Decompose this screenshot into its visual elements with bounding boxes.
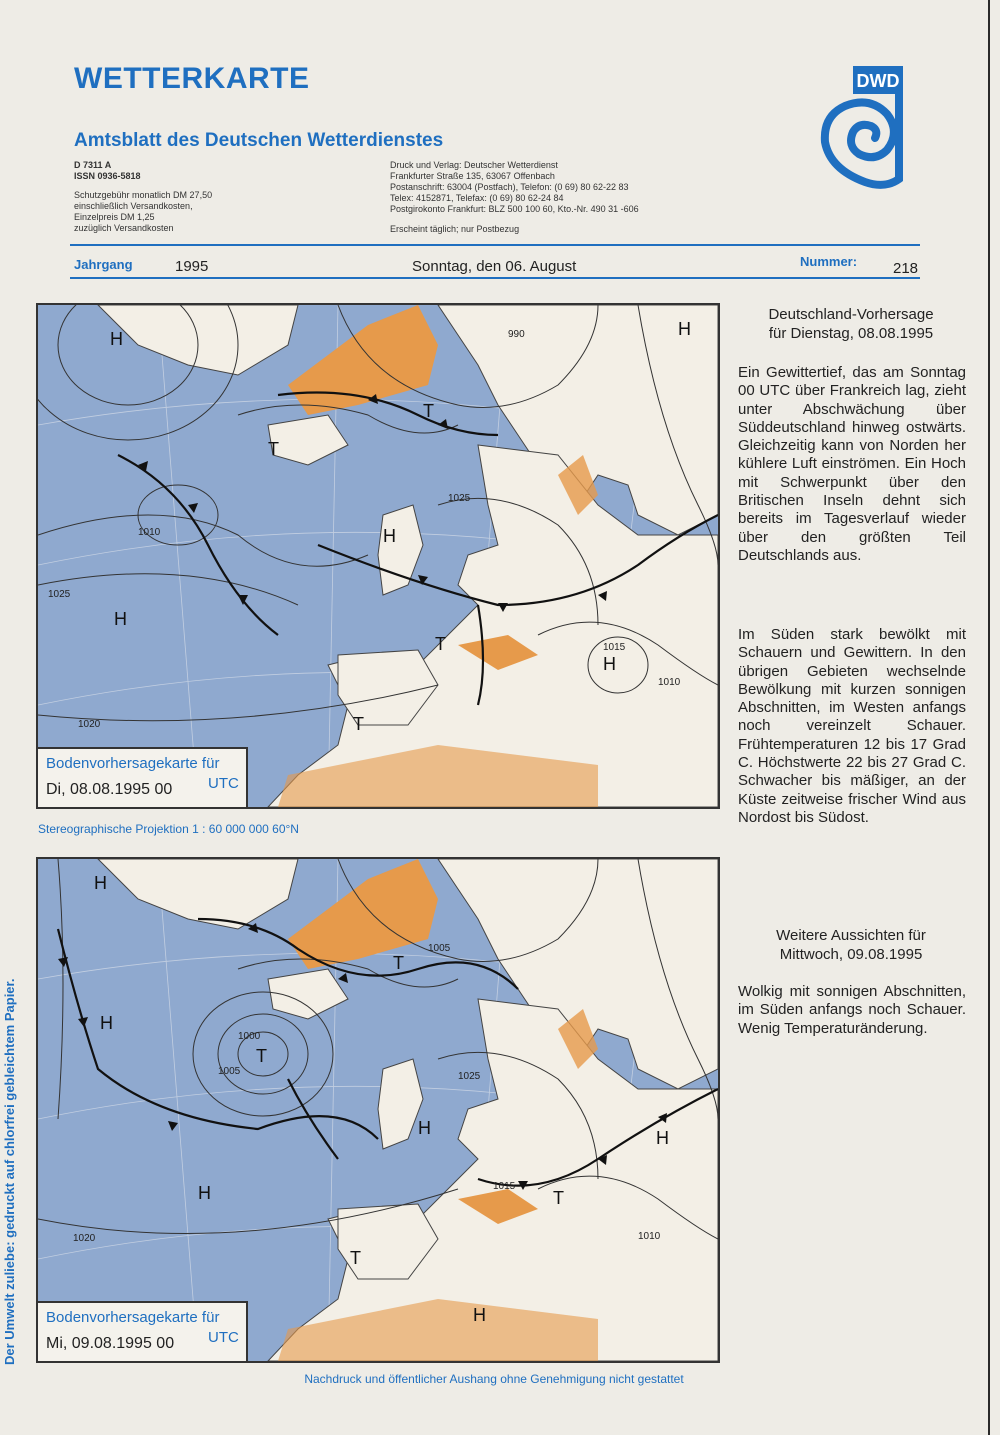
- isobar-label: 1025: [448, 493, 471, 504]
- isobar-label: 1005: [428, 943, 451, 954]
- publication-note: Erscheint täglich; nur Postbezug: [390, 224, 520, 234]
- fee-line: Schutzgebühr monatlich DM 27,50: [74, 190, 213, 200]
- map-caption: [38, 1301, 248, 1361]
- map-drawing: [38, 305, 718, 807]
- pressure-symbol: T: [393, 953, 404, 973]
- pressure-symbol: T: [353, 714, 364, 734]
- landmass-uk: [378, 1059, 423, 1149]
- fee-line: Einzelpreis DM 1,25: [74, 212, 155, 222]
- highland-greenland: [288, 859, 438, 969]
- map-caption-title: Bodenvorhersagekarte für: [46, 1309, 220, 1326]
- fee-line: einschließlich Versandkosten,: [74, 201, 193, 211]
- forecast-paragraph: Im Süden stark bewölkt mit Schauern und Gewittern. In den übrigen Gebieten wechselnde Bewölkung mit kurzen sonnigen Abschnitten, im Westen anfangs noch vereinzelt Schauer. Frühtemperaturen 12 bis 17 Grad C. Höchstwerte 22 bis 27 Grad C. Schwacher bis mäßiger, an der Küste zeitweise frischer Wind aus Nordost bis Südost.: [738, 626, 966, 826]
- year-value: 1995: [175, 258, 209, 275]
- map-caption-title: Bodenvorhersagekarte für: [46, 755, 220, 772]
- isobar-label: 1020: [73, 1233, 96, 1244]
- map-drawing: [38, 859, 718, 1361]
- isobar-label: 1010: [658, 677, 681, 688]
- isobar-label: 1015: [603, 642, 626, 653]
- publisher-line: Telex: 4152871, Telefax: (0 69) 80 62-24 84: [390, 193, 564, 203]
- isobar-label: 1025: [48, 589, 71, 600]
- pressure-symbol: H: [100, 1013, 113, 1033]
- isobar-label: 1000: [238, 1031, 261, 1042]
- outlook-paragraph: Wolkig mit sonnigen Abschnitten, im Süden anfangs noch Schauer. Wenig Temperaturänderung.: [738, 983, 966, 1037]
- outlook-heading-line: Weitere Aussichten für: [776, 927, 926, 944]
- page-edge-line: [988, 0, 990, 1435]
- outlook-heading: [738, 926, 964, 964]
- map-caption: [38, 747, 248, 807]
- issn-code: ISSN 0936-5818: [74, 171, 141, 181]
- isobar-label: 1025: [458, 1071, 481, 1082]
- logo-text: DWD: [856, 71, 900, 91]
- forecast-map-wednesday: [36, 857, 720, 1363]
- forecast-heading-line: Deutschland-Vorhersage: [768, 306, 934, 323]
- pressure-symbol: T: [350, 1248, 361, 1268]
- isobar-label: 1010: [138, 527, 161, 538]
- isobar-label: 1020: [78, 719, 101, 730]
- publisher-line: Postgirokonto Frankfurt: BLZ 500 100 60, Kto.-Nr. 490 31 -606: [390, 204, 639, 214]
- pressure-symbol: H: [94, 873, 107, 893]
- publisher-line: Druck und Verlag: Deutscher Wetterdienst: [390, 160, 558, 170]
- pressure-symbol: H: [198, 1183, 211, 1203]
- pressure-symbol: T: [423, 401, 434, 421]
- pressure-symbol: H: [678, 319, 691, 339]
- pressure-symbol: T: [256, 1046, 267, 1066]
- isobar-label: 1015: [493, 1181, 516, 1192]
- forecast-map-tuesday: [36, 303, 720, 809]
- front-line: [118, 455, 278, 635]
- projection-note: Stereographische Projektion 1 : 60 000 000 60°N: [38, 822, 299, 836]
- isobar-label: 1005: [218, 1066, 241, 1077]
- outlook-heading-line: Mittwoch, 09.08.1995: [779, 946, 923, 963]
- issue-number: 218: [893, 260, 919, 277]
- map-caption-unit: UTC: [208, 1329, 239, 1346]
- fee-line: zuzüglich Versandkosten: [74, 223, 174, 233]
- forecast-paragraph: Ein Gewittertief, das am Sonntag 00 UTC über Frankreich lag, zieht unter Abschwächung über Süddeutschland hinweg ostwärts. Gleichzeitig kann von Norden her kühlere Luft einströmen. Ein Hoch mit Schwerpunkt über den Britischen Inseln dehnt sich bereits im Tagesverlauf wieder über den größten Teil Deutschlands aus.: [738, 364, 966, 564]
- page-title: WETTERKARTE: [74, 62, 310, 95]
- number-label: Nummer:: [800, 254, 858, 269]
- forecast-heading: [738, 305, 964, 343]
- map-caption-unit: UTC: [208, 775, 239, 792]
- isobar-label: 990: [508, 329, 525, 340]
- pressure-symbol: T: [435, 634, 446, 654]
- pressure-symbol: H: [418, 1118, 431, 1138]
- publisher-info: [390, 160, 720, 235]
- dwd-logo: [815, 64, 925, 194]
- publication-codes: [74, 160, 324, 234]
- publication-code: D 7311 A: [74, 160, 112, 170]
- pressure-symbol: H: [473, 1305, 486, 1325]
- header-divider-top: [70, 244, 920, 246]
- pressure-symbol: H: [603, 654, 616, 674]
- footer-note: Nachdruck und öffentlicher Aushang ohne Genehmigung nicht gestattet: [304, 1372, 684, 1386]
- publisher-line: Frankfurter Straße 135, 63067 Offenbach: [390, 171, 555, 181]
- pressure-symbol: H: [114, 609, 127, 629]
- publisher-line: Postanschrift: 63004 (Postfach), Telefon: (0 69) 80 62-22 83: [390, 182, 629, 192]
- isobar-label: 1010: [638, 1231, 661, 1242]
- highland-greenland: [288, 305, 438, 415]
- header-divider-bottom: [70, 277, 920, 279]
- pressure-symbol: H: [383, 526, 396, 546]
- pressure-symbol: H: [656, 1128, 669, 1148]
- pressure-symbol: T: [268, 439, 279, 459]
- environment-note: Der Umwelt zuliebe: gedruckt auf chlorfrei gebleichtem Papier.: [2, 978, 17, 1365]
- issue-date: Sonntag, den 06. August: [412, 258, 577, 275]
- forecast-heading-line: für Dienstag, 08.08.1995: [768, 325, 934, 342]
- pressure-symbol: T: [553, 1188, 564, 1208]
- map-caption-date: Di, 08.08.1995 00: [46, 781, 173, 798]
- pressure-symbol: H: [110, 329, 123, 349]
- year-label: Jahrgang: [74, 257, 133, 272]
- map-caption-date: Mi, 09.08.1995 00: [46, 1335, 175, 1352]
- page-subtitle: Amtsblatt des Deutschen Wetterdienstes: [74, 130, 444, 151]
